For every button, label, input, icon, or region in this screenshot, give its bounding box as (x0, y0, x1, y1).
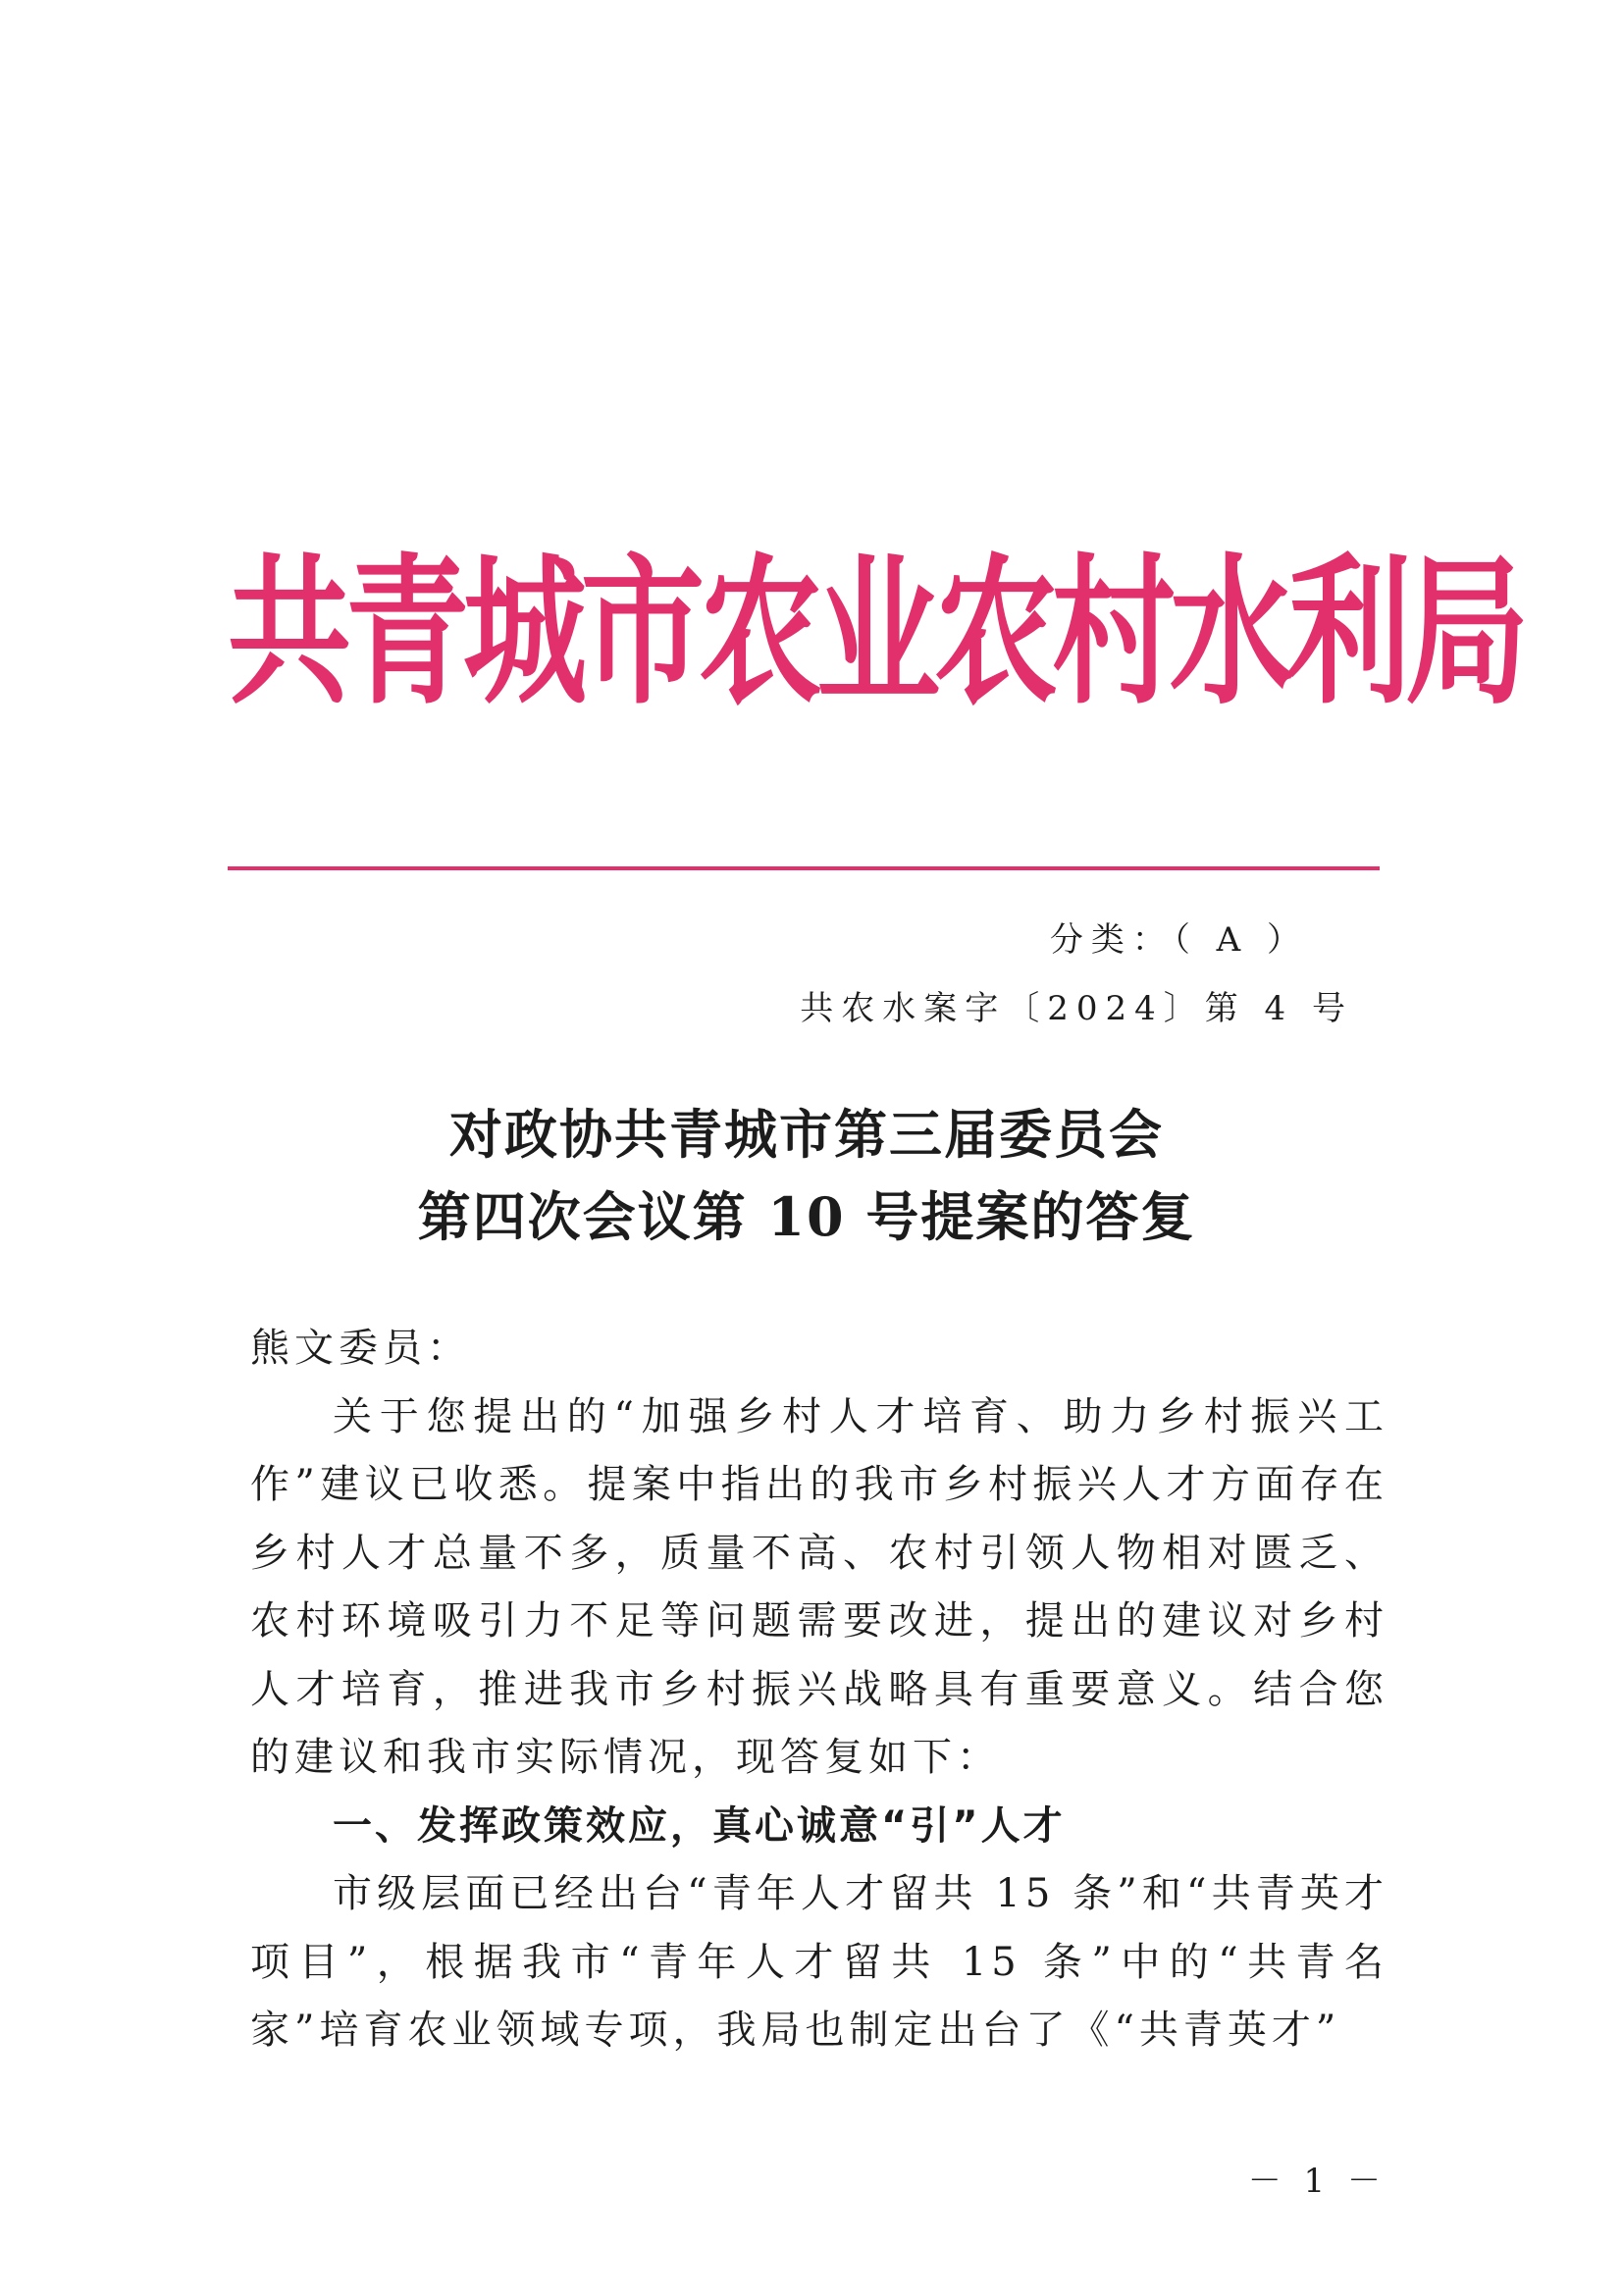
letterhead-agency-name: 共青城市农业农村水利局 (228, 537, 1523, 727)
document-number: 共农水案字〔2024〕第 4 号 (800, 989, 1353, 1028)
classification-label: 分类：（ A ） (1049, 920, 1308, 960)
page-number: － 1 － (1247, 2162, 1387, 2201)
salutation: 熊文委员： (250, 1326, 471, 1371)
document-body (250, 1315, 1388, 2065)
document-title-line-1: 对政协共青城市第三届委员会 (449, 1103, 1164, 1166)
intro-paragraph: 关于您提出的“加强乡村人才培育、助力乡村振兴工作”建议已收悉。提案中指出的我市乡村振兴人才方面存在乡村人才总量不多，质量不高、农村引领人物相对匮乏、农村环境吸引力不足等问题需要改进，提出的建议对乡村人才培育，推进我市乡村振兴战略具有重要意义。结合您的建议和我市实际情况，现答复如下： (250, 1393, 1388, 1780)
document-title-line-2: 第四次会议第 10 号提案的答复 (417, 1185, 1196, 1248)
letterhead-red-rule (228, 866, 1380, 870)
section-1-paragraph: 市级层面已经出台“青年人才留共 15 条”和“共青英才项目”，根据我市“青年人才留共 15 条”中的“共青名家”培育农业领域专项，我局也制定出台了《“共青英才” (250, 1871, 1388, 2053)
section-1-heading: 一、发挥政策效应，真心诚意“引”人才 (333, 1802, 1066, 1849)
